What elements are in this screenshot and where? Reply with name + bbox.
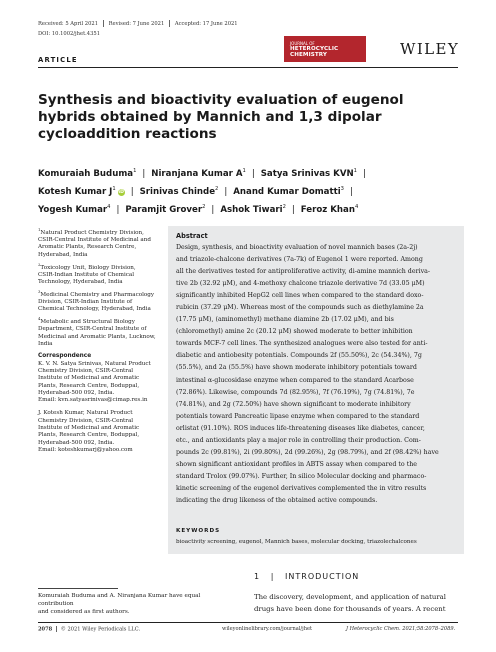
footer-rule [38, 622, 458, 623]
journal-logo-small: JOURNAL OF [290, 41, 315, 46]
section-title: INTRODUCTION [285, 572, 360, 581]
publisher-logo: WILEY [400, 40, 460, 58]
revised-date: Revised: 7 June 2021 [108, 21, 165, 27]
keywords-heading: KEYWORDS [176, 528, 221, 534]
author-name[interactable]: Ashok Tiwari [220, 204, 283, 215]
footnote: Komuraiah Buduma and A. Niranjana Kumar have equal contribution and considered as first authors. [38, 593, 201, 615]
journal-logo [284, 36, 366, 62]
journal-logo-line1: HETEROCYCLIC [290, 46, 339, 52]
email-link[interactable]: Email: koteshkumarj@yahoo.com [38, 446, 133, 453]
correspondence-block: J. Kotesh Kumar, Natural Product Chemistry Division, CSIR-Central Institute of Medicinal and Aromatic Plants, Research Centre, Boduppal, Hyderabad-500 092, India. Email: koteshkumarj@yahoo.com [38, 410, 160, 454]
email-link[interactable]: Email: kvn.satyasrinivas@cimap.res.in [38, 397, 148, 404]
keywords-text: bioactivity screening, eugenol, Mannich bases, molecular docking, triazolechalcones [176, 539, 417, 545]
journal-url[interactable]: wileyonlinelibrary.com/journal/jhet [222, 626, 313, 632]
citation: J Heterocyclic Chem. 2021;58:2078–2089. [346, 626, 456, 632]
author-name[interactable]: Paramjit Grover [125, 204, 203, 215]
affiliation: $^2$Toxicology Unit, Biology Division, CSIR-Indian Institute of Chemical Technology, Hyderabad, India [38, 261, 136, 286]
publication-dates [38, 20, 238, 27]
affiliation: $^1$Natural Product Chemistry Division, CSIR-Central Institute of Medicinal and Aromatic Plants, Research Centre, Hyderabad, India [38, 227, 151, 258]
correspondence-heading: Correspondence [38, 353, 92, 360]
footnote-rule [38, 588, 118, 589]
journal-logo-line2: CHEMISTRY [290, 52, 328, 59]
author-name[interactable]: Yogesh Kumar [38, 204, 108, 215]
title-line: cycloaddition reactions [38, 126, 217, 142]
title-line: hybrids obtained by Mannich and 1,3 dipolar [38, 109, 382, 125]
page-number: 2078 [38, 626, 53, 633]
section-heading: 1 | INTRODUCTION [254, 572, 360, 581]
received-date: Received: 5 April 2021 [38, 21, 98, 27]
abstract-box [168, 226, 464, 554]
intro-paragraph: The discovery, development, and application of natural drugs have been done for thousands of years. A recent [254, 593, 446, 613]
section-number: 1 [254, 572, 261, 581]
footer-left [38, 626, 140, 633]
abstract-heading: Abstract [176, 232, 208, 240]
accepted-date: Accepted: 17 June 2021 [174, 21, 238, 27]
author-name[interactable]: Feroz Khan [300, 204, 355, 215]
paper-title [38, 92, 458, 143]
author-name[interactable]: Satya Srinivas KVN [260, 168, 354, 179]
author-name[interactable]: Anand Kumar Domatti [233, 186, 341, 197]
title-line: Synthesis and bioactivity evaluation of eugenol [38, 92, 404, 108]
author-name[interactable]: Niranjana Kumar A [151, 168, 243, 179]
author-name[interactable]: Komuraiah Buduma [38, 168, 134, 179]
author-list: Komuraiah Buduma$^1$ | Niranjana Kumar $A^1$ | Satya Srinivas KVN$^1$ | Kotesh Kumar $J^1iD$ | Srinivas Chinde$^2$ | Anand Kumar Domatti$^3$ | Yogesh Kumar$^4$ | Paramjit Grover$^2$ | Ashok Tiwari$^2$ | Feroz Khan$^4$ [38, 168, 366, 215]
affiliation: $^3$Medicinal Chemistry and Pharmacology Division, CSIR-Indian Institute of Chemical Technology, Hyderabad, India [38, 288, 154, 313]
correspondence-block: K. V. N. Satya Srinivas, Natural Product Chemistry Division, CSIR-Central Institute of Medicinal and Aromatic Plants, Research Centre, Boduppal, Hyderabad-500 092, India. Email: kvn.satyasrinivas@cimap.res.in [38, 361, 160, 405]
affiliations-column [38, 226, 160, 460]
affiliation: $^4$Metabolic and Structural Biology Department, CSIR-Central Institute of Medicinal and Aromatic Plants, Lucknow, India [38, 316, 156, 348]
header-rule [38, 67, 458, 68]
doi[interactable]: DOI: 10.1002/jhet.4351 [38, 31, 101, 37]
author-name[interactable]: Srinivas Chinde [139, 186, 216, 197]
abstract-text: Design, synthesis, and bioactivity evaluation of novel mannich bases (2a-2j) and triazole-chalcone derivatives (7a-7k) of Eugenol 1 were reported. Among all the derivatives tested for antiproliferative activity, di-amine mannich deriva- tive 2b (32.92 μM), and 4-methoxy chalcone triazole derivative 7d (33.05 μM) significantly inhibited HepG2 cell lines when compared to the standard doxo- rubicin (37.29 μM). Whereas most of the compounds such as diethylamine 2a (17.75 μM), (aminomethyl) methane diamine 2b (17.02 μM), and bis (chloromethyl) amine 2c (20.12 μM) showed moderate to better inhibition towards MCF-7 cell lines. The synthesized analogues were also tested for anti- diabetic and antiobesity potentials. Compounds 2f (55.50%), 2c (54.34%), 7g (55.5%), and 2a (55.5%) have shown moderate inhibitory potentials toward intestinal α-glucosidase enzyme when compared to the standard Acarbose (72.86%). Likewise, compounds 7d (82.95%), 7f (76.19%), 7g (74.81%), 7e (74.81%), and 2g (72.50%) have shown significant to moderate inhibitory potentials toward Pancreatic lipase enzyme when compared to the standard orlistat (91.10%). ROS induces life-threatening diseases like diabetes, cancer, etc., and antioxidants play a major role in controlling their production. Com- pounds 2c (99.81%), 2i (99.80%), 2d (99.26%), 2g (98.79%), and 2f (98.42%) have shown significant antioxidant profiles in ABTS assay when compared to the standard Trolox (99.07%). Further, In silico Molecular docking and pharmaco- kinetic screening of the eugenol derivatives complemented the in vitro results indicating the drug likeness of the obtained active compounds. [176, 244, 439, 504]
article-type: ARTICLE [38, 56, 78, 64]
author-name[interactable]: Kotesh Kumar J [38, 186, 113, 197]
orcid-icon[interactable]: iD [118, 189, 124, 195]
copyright: © 2021 Wiley Periodicals LLC. [60, 626, 141, 633]
